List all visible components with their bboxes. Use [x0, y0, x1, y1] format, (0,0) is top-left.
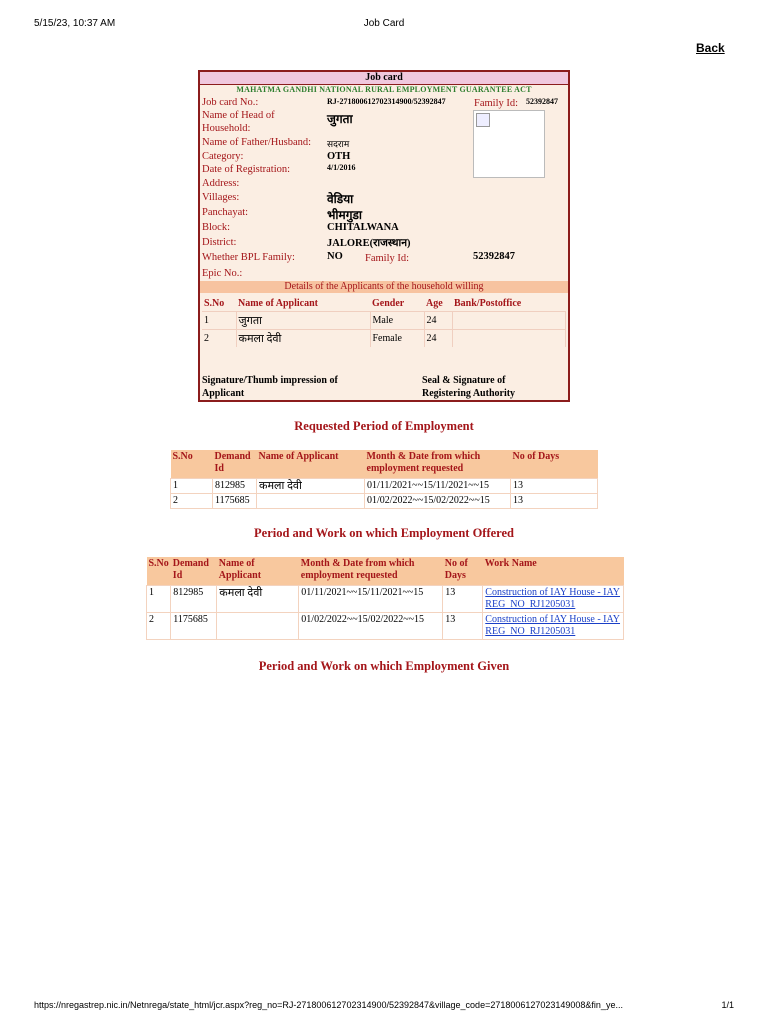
applicant-age: 24 [424, 330, 452, 348]
family-id2-label: Family Id: [365, 253, 410, 264]
applicant-bank [452, 312, 566, 330]
district-value: JALORE(राजस्थान) [327, 238, 411, 249]
act-title: MAHATMA GANDHI NATIONAL RURAL EMPLOYMENT GUARANTEE ACT [236, 85, 532, 94]
panchayat-value: भीमगुडा [327, 208, 363, 222]
father-husband-label: Name of Father/Husband: [202, 137, 312, 148]
applicants-table [202, 295, 566, 347]
table-row [202, 330, 566, 348]
req-col-period: Month & Date from which employment requested [365, 450, 511, 479]
off-sno: 1 [147, 586, 171, 613]
page-url: https://nregastrep.nic.in/Netnrega/state_html/jcr.aspx?reg_no=RJ-27180061270231490​0/52392847&village_code=2718006127023149008&fin_ye... [34, 1000, 623, 1010]
applicant-gender: Male [370, 312, 424, 330]
signature-authority: Seal & Signature of Registering Authority [422, 375, 516, 399]
col-gender: Gender [372, 297, 405, 309]
off-id: 1175685 [171, 613, 217, 640]
off-work [483, 586, 624, 613]
print-title: Job Card [363, 18, 405, 29]
off-period: 01/02/2022~~15/02/2022~~15 [299, 613, 443, 640]
job-card [198, 70, 570, 402]
col-bank: Bank/Postoffice [454, 297, 522, 309]
off-name [217, 613, 299, 640]
print-header [34, 18, 734, 32]
req-id: 1175685 [213, 494, 257, 509]
off-days: 13 [443, 586, 483, 613]
district-label: District: [202, 237, 237, 248]
job-card-no-label: Job card No.: [202, 97, 259, 108]
print-datetime: 5/15/23, 10:37 AM [34, 18, 116, 29]
req-sno: 2 [171, 494, 213, 509]
villages-label: Villages: [202, 192, 240, 203]
given-title: Period and Work on which Employment Given [258, 659, 510, 673]
head-name-value: जुगता [327, 112, 353, 126]
applicant-gender: Female [370, 330, 424, 348]
col-name: Name of Applicant [238, 297, 318, 309]
req-period: 01/02/2022~~15/02/2022~~15 [365, 494, 511, 509]
family-id-value: 52392847 [526, 97, 558, 106]
applicant-bank [452, 330, 566, 348]
broken-image-icon [476, 113, 490, 127]
offered-header-row [147, 557, 624, 586]
address-label: Address: [202, 178, 240, 189]
col-sno: S.No [204, 297, 225, 309]
details-title: Details of the Applicants of the household willing [200, 281, 568, 293]
block-value: CHITALWANA [327, 222, 399, 233]
req-name: कमला देवी [257, 479, 365, 494]
requested-title: Requested Period of Employment [294, 419, 474, 433]
epic-label: Epic No.: [202, 268, 243, 279]
off-days: 13 [443, 613, 483, 640]
applicant-name: कमला देवी [236, 330, 370, 348]
off-period: 01/11/2021~~15/11/2021~~15 [299, 586, 443, 613]
table-row [171, 479, 598, 494]
applicant-sno: 1 [202, 312, 236, 330]
villages-value: वेडिया [327, 192, 354, 206]
family-id2-value: 52392847 [473, 251, 515, 262]
requested-table [170, 450, 598, 509]
back-link[interactable]: Back [696, 41, 725, 55]
req-days: 13 [511, 494, 598, 509]
applicants-header-row [202, 295, 566, 312]
signature-applicant: Signature/Thumb impression of Applicant [202, 375, 338, 399]
date-reg-label: Date of Registration: [202, 164, 291, 175]
req-col-name: Name of Applicant [257, 450, 365, 479]
req-days: 13 [511, 479, 598, 494]
offered-title: Period and Work on which Employment Offered [254, 526, 514, 540]
job-card-no-value: RJ-27180061270231490​0/52392847 [327, 97, 446, 106]
table-row [171, 494, 598, 509]
work-name-link[interactable]: Construction of IAY House - IAY REG_NO_RJ1205031 [485, 614, 621, 637]
panchayat-label: Panchayat: [202, 207, 249, 218]
page-number: 1/1 [721, 1000, 734, 1010]
applicant-sno: 2 [202, 330, 236, 348]
block-label: Block: [202, 222, 230, 233]
father-husband-value: सदराम [327, 139, 350, 149]
req-sno: 1 [171, 479, 213, 494]
off-col-period: Month & Date from which employment requested [299, 557, 443, 586]
col-age: Age [426, 297, 443, 309]
req-name [257, 494, 365, 509]
table-row [147, 586, 624, 613]
off-col-days: No of Days [443, 557, 483, 586]
bpl-label: Whether BPL Family: [202, 252, 295, 263]
category-label: Category: [202, 151, 244, 162]
req-col-sno: S.No [171, 450, 213, 479]
applicant-photo [473, 110, 545, 178]
household-label: Household: [202, 123, 251, 134]
req-id: 812985 [213, 479, 257, 494]
off-sno: 2 [147, 613, 171, 640]
off-work [483, 613, 624, 640]
job-card-title: Job card [200, 72, 568, 85]
date-reg-value: 4/1/2016 [327, 163, 356, 172]
table-row [202, 312, 566, 330]
head-name-label: Name of Head of [202, 110, 275, 121]
applicant-name: जुगता [236, 312, 370, 330]
req-col-days: No of Days [511, 450, 598, 479]
requested-header-row [171, 450, 598, 479]
table-row [147, 613, 624, 640]
bpl-value: NO [327, 251, 343, 262]
off-col-sno: S.No [147, 557, 171, 586]
off-col-demand: Demand Id [171, 557, 217, 586]
category-value: OTH [327, 151, 351, 162]
req-col-demand: Demand Id [213, 450, 257, 479]
print-footer [34, 1000, 734, 1012]
applicant-age: 24 [424, 312, 452, 330]
family-id-label: Family Id: [474, 98, 519, 109]
off-name: कमला देवी [217, 586, 299, 613]
req-period: 01/11/2021~~15/11/2021~~15 [365, 479, 511, 494]
offered-table [146, 557, 624, 640]
off-id: 812985 [171, 586, 217, 613]
work-name-link[interactable]: Construction of IAY House - IAY REG_NO_RJ1205031 [485, 587, 621, 610]
off-col-work: Work Name [483, 557, 624, 586]
off-col-name: Name of Applicant [217, 557, 299, 586]
